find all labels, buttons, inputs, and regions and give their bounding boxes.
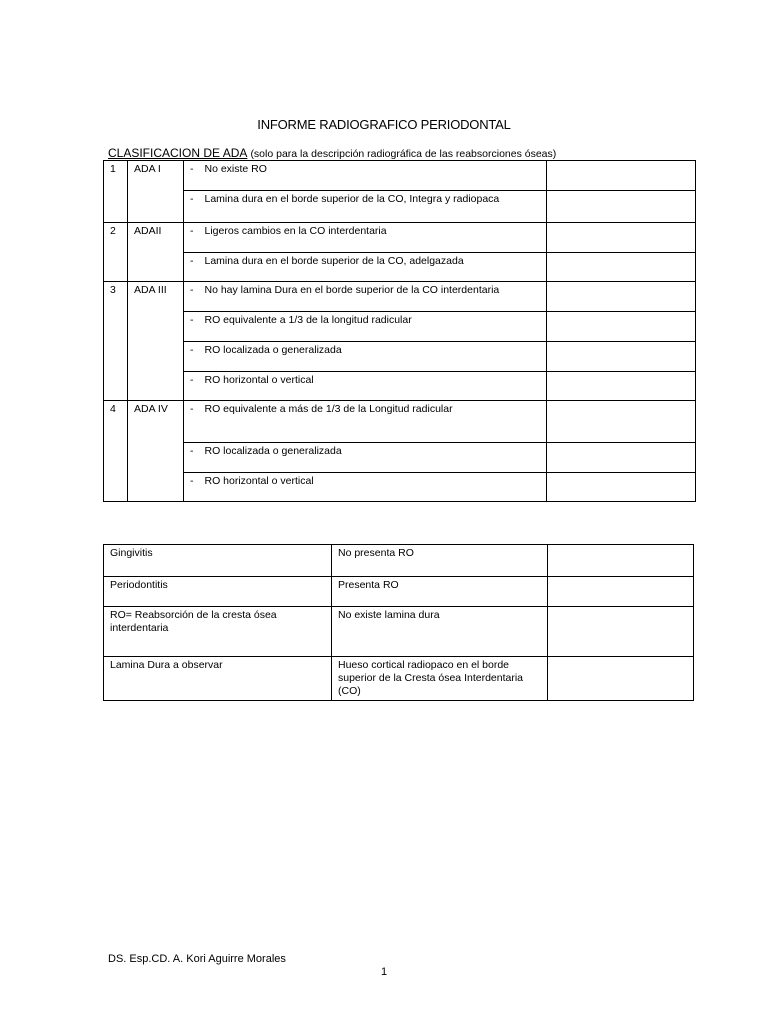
ada-number-cell: 1 bbox=[104, 161, 128, 223]
table-row bbox=[104, 282, 696, 312]
table-row bbox=[104, 657, 694, 701]
blank-cell bbox=[548, 607, 694, 657]
blank-cell bbox=[547, 253, 696, 282]
glossary-definition-cell: Presenta RO bbox=[332, 577, 548, 607]
blank-cell bbox=[547, 342, 696, 372]
table-row bbox=[104, 577, 694, 607]
classification-heading-note: (solo para la descripción radiográfica de las reabsorciones óseas) bbox=[250, 148, 557, 160]
bullet-dash: - bbox=[184, 253, 201, 282]
table-row bbox=[104, 312, 696, 342]
page-title: INFORME RADIOGRAFICO PERIODONTAL bbox=[257, 117, 511, 132]
bullet-dash: - bbox=[184, 282, 201, 312]
blank-cell bbox=[548, 545, 694, 577]
ada-description-cell: Lamina dura en el borde superior de la CO, Integra y radiopaca bbox=[201, 191, 547, 223]
blank-cell bbox=[547, 161, 696, 191]
ada-number-cell: 4 bbox=[104, 401, 128, 502]
bullet-dash: - bbox=[184, 401, 201, 443]
table-row bbox=[104, 372, 696, 401]
glossary-term-cell: RO= Reabsorción de la cresta ósea interdentaria bbox=[104, 607, 332, 657]
table-row bbox=[104, 401, 696, 443]
glossary-definition-cell: No existe lamina dura bbox=[332, 607, 548, 657]
ada-number-cell: 3 bbox=[104, 282, 128, 401]
blank-cell bbox=[547, 312, 696, 342]
table-row bbox=[104, 607, 694, 657]
page-number: 1 bbox=[380, 966, 388, 978]
footer-author: DS. Esp.CD. A. Kori Aguirre Morales bbox=[108, 953, 286, 965]
blank-cell bbox=[547, 282, 696, 312]
ada-classification-table bbox=[103, 160, 696, 502]
ada-description-cell: RO horizontal o vertical bbox=[201, 473, 547, 502]
blank-cell bbox=[548, 657, 694, 701]
bullet-dash: - bbox=[184, 312, 201, 342]
ada-description-cell: RO localizada o generalizada bbox=[201, 342, 547, 372]
ada-description-cell: Lamina dura en el borde superior de la CO, adelgazada bbox=[201, 253, 547, 282]
blank-cell bbox=[547, 223, 696, 253]
bullet-dash: - bbox=[184, 161, 201, 191]
ada-class-cell: ADA IV bbox=[128, 401, 184, 502]
blank-cell bbox=[547, 443, 696, 473]
classification-heading-label: CLASIFICACION DE ADA bbox=[108, 146, 248, 160]
bullet-dash: - bbox=[184, 223, 201, 253]
ada-class-cell: ADA III bbox=[128, 282, 184, 401]
table-row bbox=[104, 545, 694, 577]
table-row bbox=[104, 161, 696, 191]
glossary-term-cell: Gingivitis bbox=[104, 545, 332, 577]
table-row bbox=[104, 473, 696, 502]
glossary-definition-cell: Hueso cortical radiopaco en el borde superior de la Cresta ósea Interdentaria (CO) bbox=[332, 657, 548, 701]
bullet-dash: - bbox=[184, 191, 201, 223]
glossary-definition-cell: No presenta RO bbox=[332, 545, 548, 577]
ada-description-cell: No existe RO bbox=[201, 161, 547, 191]
ada-number-cell: 2 bbox=[104, 223, 128, 282]
ada-description-cell: RO equivalente a más de 1/3 de la Longitud radicular bbox=[201, 401, 547, 443]
ada-description-cell: RO horizontal o vertical bbox=[201, 372, 547, 401]
blank-cell bbox=[547, 401, 696, 443]
bullet-dash: - bbox=[184, 372, 201, 401]
table-row bbox=[104, 342, 696, 372]
ada-class-cell: ADA I bbox=[128, 161, 184, 223]
table-row bbox=[104, 443, 696, 473]
ada-class-cell: ADAII bbox=[128, 223, 184, 282]
blank-cell bbox=[547, 372, 696, 401]
blank-cell bbox=[547, 473, 696, 502]
ada-description-cell: RO localizada o generalizada bbox=[201, 443, 547, 473]
ada-description-cell: Ligeros cambios en la CO interdentaria bbox=[201, 223, 547, 253]
bullet-dash: - bbox=[184, 342, 201, 372]
table-row bbox=[104, 223, 696, 253]
glossary-term-cell: Lamina Dura a observar bbox=[104, 657, 332, 701]
blank-cell bbox=[547, 191, 696, 223]
bullet-dash: - bbox=[184, 443, 201, 473]
classification-heading bbox=[108, 146, 556, 160]
glossary-term-cell: Periodontitis bbox=[104, 577, 332, 607]
ada-description-cell: RO equivalente a 1/3 de la longitud radicular bbox=[201, 312, 547, 342]
ada-description-cell: No hay lamina Dura en el borde superior de la CO interdentaria bbox=[201, 282, 547, 312]
glossary-table bbox=[103, 544, 694, 701]
table-row bbox=[104, 191, 696, 223]
table-row bbox=[104, 253, 696, 282]
blank-cell bbox=[548, 577, 694, 607]
bullet-dash: - bbox=[184, 473, 201, 502]
